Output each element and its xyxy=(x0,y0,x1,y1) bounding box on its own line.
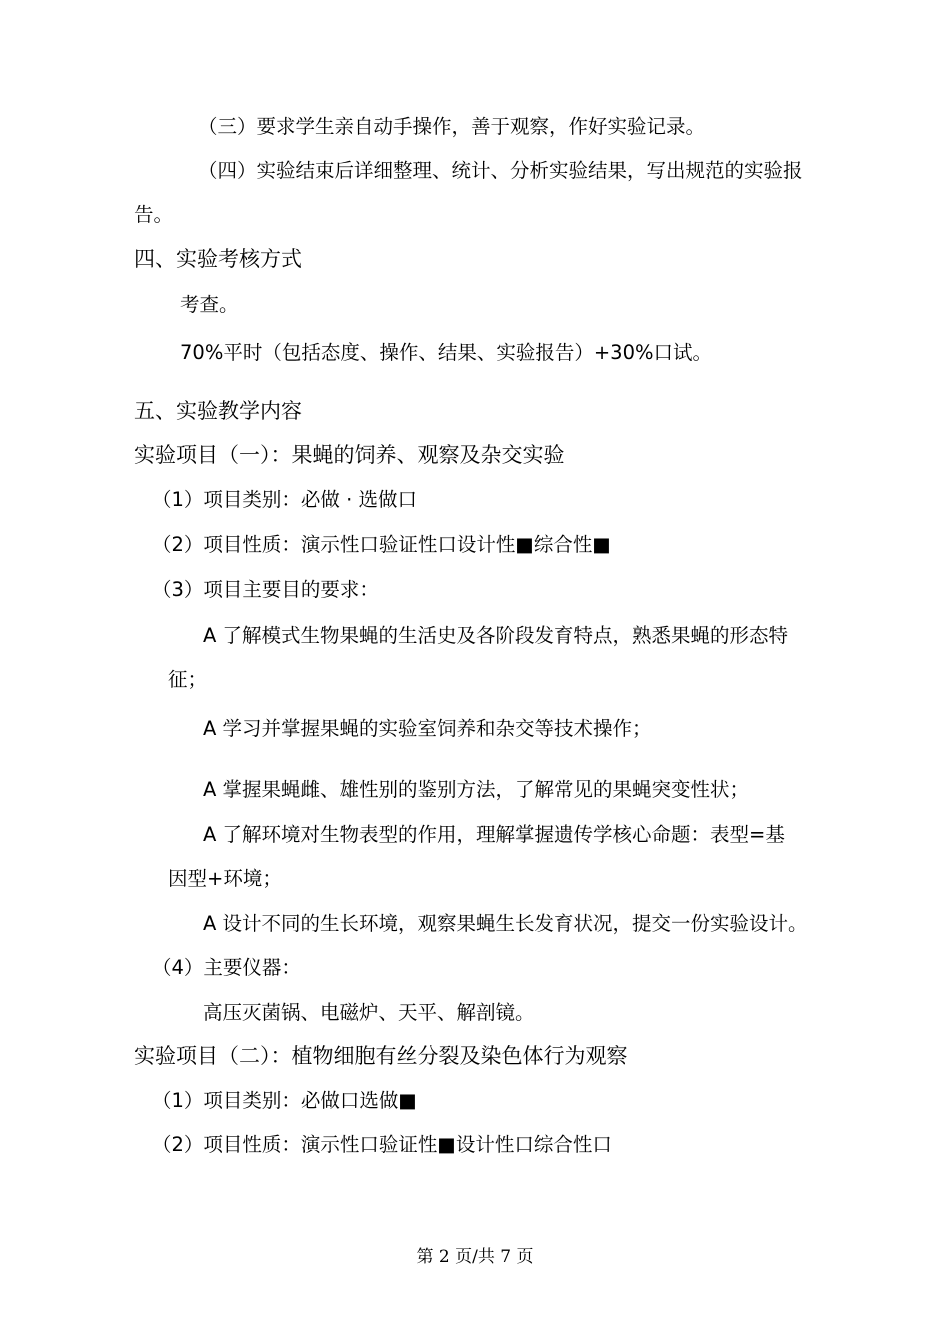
section-heading-assessment: 四、实验考核方式 xyxy=(134,247,302,271)
paragraph-requirement-3: （三）要求学生亲自动手操作，善于观察，作好实验记录。 xyxy=(198,115,706,138)
paragraph-requirement-4: （四）实验结束后详细整理、统计、分析实验结果，写出规范的实验报 xyxy=(198,159,803,182)
project-2-category: （1）项目类别：必做口选做■ xyxy=(152,1089,417,1112)
project-1-category: （1）项目类别：必做 · 选做口 xyxy=(152,488,418,511)
project-1-objectives-title: （3）项目主要目的要求： xyxy=(152,578,379,601)
project-1-objective-1: A 了解模式生物果蝇的生活史及各阶段发育特点，熟悉果蝇的形态特 xyxy=(203,624,789,647)
project-1-instruments-title: （4）主要仪器： xyxy=(152,956,301,979)
paragraph-requirement-4-continued: 告。 xyxy=(134,203,174,226)
project-1-nature: （2）项目性质：演示性口验证性口设计性■综合性■ xyxy=(152,533,611,556)
section-heading-teaching-content: 五、实验教学内容 xyxy=(134,399,302,423)
project-1-instruments: 高压灭菌锅、电磁炉、天平、解剖镜。 xyxy=(203,1001,535,1024)
project-1-objective-2: A 学习并掌握果蝇的实验室饲养和杂交等技术操作； xyxy=(203,717,652,740)
assessment-weighting: 70%平时（包括态度、操作、结果、实验报告）+30%口试。 xyxy=(180,341,713,364)
project-1-title: 实验项目（一）：果蝇的饲养、观察及杂交实验 xyxy=(134,443,565,467)
project-1-objective-3: A 掌握果蝇雌、雄性别的鉴别方法，了解常见的果蝇突变性状； xyxy=(203,778,750,801)
project-2-title: 实验项目（二）：植物细胞有丝分裂及染色体行为观察 xyxy=(134,1044,628,1068)
project-1-objective-5: A 设计不同的生长环境，观察果蝇生长发育状况，提交一份实验设计。 xyxy=(203,912,808,935)
project-2-nature: （2）项目性质：演示性口验证性■设计性口综合性口 xyxy=(152,1133,612,1156)
project-1-objective-4-continued: 因型+环境； xyxy=(168,867,282,890)
page-number: 第 2 页/共 7 页 xyxy=(416,1247,534,1267)
project-1-objective-4: A 了解环境对生物表型的作用，理解掌握遗传学核心命题：表型=基 xyxy=(203,823,785,846)
project-1-objective-1-continued: 征； xyxy=(168,668,208,691)
assessment-type: 考查。 xyxy=(180,293,239,316)
